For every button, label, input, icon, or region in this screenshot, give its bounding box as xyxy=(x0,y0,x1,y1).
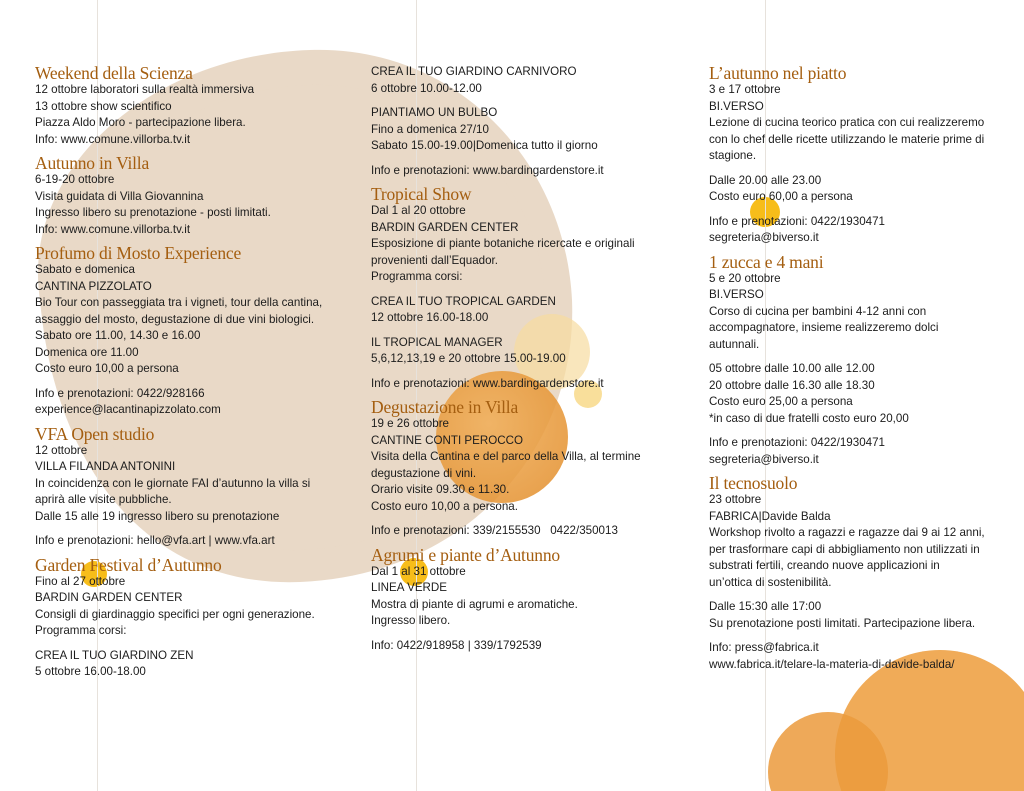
event-text-line: Sabato e domenica xyxy=(35,263,135,276)
event-section xyxy=(371,64,681,179)
event-text-line: Piazza Aldo Moro - partecipazione libera. xyxy=(35,116,246,129)
blank-line xyxy=(371,630,681,638)
event-text-line: degustazione di vini. xyxy=(371,466,477,480)
blank-line xyxy=(709,206,1015,214)
blank-line xyxy=(709,591,1015,599)
event-text-line: 12 ottobre xyxy=(35,443,88,457)
event-text-line: Fino al 27 ottobre xyxy=(35,574,126,588)
event-title: Tropical Show xyxy=(371,184,472,204)
event-text-line: 23 ottobre xyxy=(709,493,762,506)
event-title: Garden Festival d’Autunno xyxy=(35,554,222,575)
event-text-line: Su prenotazione posti limitati. Partecipazione libera. xyxy=(709,616,976,630)
event-text-line: Ingresso libero. xyxy=(371,614,451,627)
event-text-line: Dalle 15:30 alle 17:00 xyxy=(709,600,822,613)
event-text-line: stagione. xyxy=(709,149,757,162)
event-title: Degustazione in Villa xyxy=(371,397,519,417)
event-section xyxy=(35,64,357,148)
event-text-line: CREA IL TUO GIARDINO CARNIVORO xyxy=(371,65,577,78)
event-text-line: autunnali. xyxy=(709,337,760,351)
event-section xyxy=(35,550,357,681)
event-text-line: 6-19-20 ottobre xyxy=(35,173,115,186)
event-text-line: substrati fertili, creando nuove applicazioni in xyxy=(709,559,940,572)
blank-line xyxy=(709,165,1015,173)
event-text-line: con lo chef delle ricette utilizzando le materie prime di xyxy=(709,132,985,146)
event-text-line: In coincidenza con le giornate FAI d’autunno la villa si xyxy=(35,476,311,490)
event-title: Profumo di Mosto Experience xyxy=(35,243,242,263)
event-title: Weekend della Scienza xyxy=(35,63,193,83)
event-section xyxy=(35,419,357,550)
event-text-line: Dalle 15 alle 19 ingresso libero su prenotazione xyxy=(35,509,280,523)
event-text-line: 12 ottobre 16.00-18.00 xyxy=(371,311,489,324)
blank-line xyxy=(35,640,357,648)
event-text-line: VILLA FILANDA ANTONINI xyxy=(35,460,176,473)
event-text-line: Dal 1 al 20 ottobre xyxy=(371,204,466,217)
brochure-column-middle xyxy=(371,64,681,654)
event-text-line: Dal 1 al 31 ottobre xyxy=(371,564,466,578)
event-text-line: Ingresso libero su prenotazione - posti limitati. xyxy=(35,206,271,219)
event-title: VFA Open studio xyxy=(35,423,155,444)
event-text-line: 12 ottobre laboratori sulla realtà immersiva xyxy=(35,83,255,96)
blank-line xyxy=(35,378,357,386)
event-text-line: Corso di cucina per bambini 4-12 anni con xyxy=(709,304,927,318)
event-section xyxy=(35,148,357,238)
blank-line xyxy=(35,525,357,533)
event-text-line: Programma corsi: xyxy=(371,270,463,283)
blank-line xyxy=(709,427,1015,435)
event-text-line: Orario visite 09.30 e 11.30. xyxy=(371,483,510,496)
brochure-column-right xyxy=(709,64,1015,673)
event-text-line: experience@lacantinapizzolato.com xyxy=(35,403,221,416)
event-title: Autunno in Villa xyxy=(35,153,150,173)
event-text-line: www.fabrica.it/telare-la-materia-di-davide-balda/ xyxy=(709,657,955,671)
blank-line xyxy=(371,327,681,335)
event-text-line: 13 ottobre show scientifico xyxy=(35,99,172,113)
event-text-line: 5 ottobre 16.00-18.00 xyxy=(35,665,146,678)
event-text-line: Mostra di piante di agrumi e aromatiche. xyxy=(371,597,578,611)
event-section xyxy=(709,468,1015,673)
event-section xyxy=(371,540,681,655)
event-text-line: 5,6,12,13,19 e 20 ottobre 15.00-19.00 xyxy=(371,352,566,365)
event-text-line: BI.VERSO xyxy=(709,99,764,113)
blank-line xyxy=(371,155,681,163)
event-text-line: per trasformare capi di abbigliamento non utilizzati in xyxy=(709,542,980,556)
blank-line xyxy=(709,632,1015,640)
event-text-line: CREA IL TUO GIARDINO ZEN xyxy=(35,648,194,662)
event-text-line: FABRICA|Davide Balda xyxy=(709,509,831,523)
event-text-line: 20 ottobre dalle 16.30 alle 18.30 xyxy=(709,378,875,392)
event-text-line: Info e prenotazioni: hello@vfa.art | www.vfa.art xyxy=(35,534,275,547)
blank-line xyxy=(371,97,681,105)
event-text-line: Costo euro 10,00 a persona. xyxy=(371,499,518,513)
event-text-line: Info e prenotazioni: 0422/1930471 xyxy=(709,436,885,449)
event-text-line: Info: www.comune.villorba.tv.it xyxy=(35,222,191,236)
event-text-line: Info e prenotazioni: 0422/928166 xyxy=(35,386,205,400)
event-text-line: LINEA VERDE xyxy=(371,581,448,594)
event-text-line: 3 e 17 ottobre xyxy=(709,83,781,96)
event-section xyxy=(371,179,681,392)
event-text-line: BARDIN GARDEN CENTER xyxy=(35,591,183,604)
event-text-line: Fino a domenica 27/10 xyxy=(371,122,489,136)
event-text-line: assaggio del mosto, degustazione di due vini biologici. xyxy=(35,312,315,326)
event-text-line: Visita della Cantina e del parco della Villa, al termine xyxy=(371,450,641,463)
event-section xyxy=(371,392,681,540)
event-text-line: Info e prenotazioni: www.bardingardenstore.it xyxy=(371,163,604,177)
event-title: L’autunno nel piatto xyxy=(709,63,847,83)
event-text-line: 5 e 20 ottobre xyxy=(709,271,781,285)
event-text-line: segreteria@biverso.it xyxy=(709,231,819,244)
event-section xyxy=(35,238,357,419)
event-text-line: 05 ottobre dalle 10.00 alle 12.00 xyxy=(709,362,875,375)
event-section xyxy=(709,247,1015,469)
event-title: Agrumi e piante d’Autunno xyxy=(371,544,560,565)
event-text-line: Info e prenotazioni: 339/2155530 0422/350013 xyxy=(371,524,618,537)
event-text-line: *in caso di due fratelli costo euro 20,00 xyxy=(709,411,909,425)
event-text-line: BARDIN GARDEN CENTER xyxy=(371,220,519,234)
event-text-line: Sabato 15.00-19.00|Domenica tutto il giorno xyxy=(371,139,598,152)
event-text-line: segreteria@biverso.it xyxy=(709,452,819,466)
event-text-line: IL TROPICAL MANAGER xyxy=(371,335,503,349)
event-text-line: Info: www.comune.villorba.tv.it xyxy=(35,132,191,146)
event-text-line: 6 ottobre 10.00-12.00 xyxy=(371,81,482,95)
event-text-line: Info: 0422/918958 | 339/1792539 xyxy=(371,638,542,652)
event-text-line: Esposizione di piante botaniche ricercate e originali xyxy=(371,237,635,250)
event-text-line: CANTINE CONTI PEROCCO xyxy=(371,433,524,447)
event-text-line: Visita guidata di Villa Giovannina xyxy=(35,189,204,203)
event-text-line: PIANTIAMO UN BULBO xyxy=(371,106,498,119)
event-text-line: Info e prenotazioni: 0422/1930471 xyxy=(709,214,885,228)
event-text-line: Programma corsi: xyxy=(35,624,127,637)
event-text-line: Info e prenotazioni: www.bardingardenstore.it xyxy=(371,376,604,390)
event-text-line: aprirà alle visite pubbliche. xyxy=(35,493,172,506)
event-text-line: Info: press@fabrica.it xyxy=(709,641,819,654)
blank-line xyxy=(709,353,1015,361)
blank-line xyxy=(371,368,681,376)
blank-line xyxy=(371,515,681,523)
event-title: Il tecnosuolo xyxy=(709,473,798,493)
event-text-line: CANTINA PIZZOLATO xyxy=(35,279,152,293)
event-text-line: Dalle 20.00 alle 23.00 xyxy=(709,173,822,187)
event-text-line: provenienti dall’Equador. xyxy=(371,253,498,267)
event-text-line: Consigli di giardinaggio specifici per ogni generazione. xyxy=(35,607,315,621)
event-text-line: accompagnatore, insieme realizzeremo dolci xyxy=(709,321,939,334)
event-text-line: CREA IL TUO TROPICAL GARDEN xyxy=(371,294,556,308)
event-text-line: 19 e 26 ottobre xyxy=(371,417,449,430)
event-text-line: Costo euro 10,00 a persona xyxy=(35,362,179,375)
event-text-line: BI.VERSO xyxy=(709,288,764,301)
event-text-line: Domenica ore 11.00 xyxy=(35,345,139,359)
event-title: 1 zucca e 4 mani xyxy=(709,251,824,272)
event-text-line: Costo euro 60,00 a persona xyxy=(709,190,853,203)
blank-line xyxy=(371,286,681,294)
event-text-line: Sabato ore 11.00, 14.30 e 16.00 xyxy=(35,329,201,342)
brochure-column-left xyxy=(35,64,357,681)
event-text-line: un’ottica di sostenibilità. xyxy=(709,575,832,589)
event-text-line: Lezione di cucina teorico pratica con cui realizzeremo xyxy=(709,116,985,129)
event-section xyxy=(709,64,1015,247)
event-text-line: Bio Tour con passeggiata tra i vigneti, tour della cantina, xyxy=(35,296,323,309)
event-text-line: Workshop rivolto a ragazzi e ragazze dai 9 ai 12 anni, xyxy=(709,526,985,539)
event-text-line: Costo euro 25,00 a persona xyxy=(709,395,853,408)
